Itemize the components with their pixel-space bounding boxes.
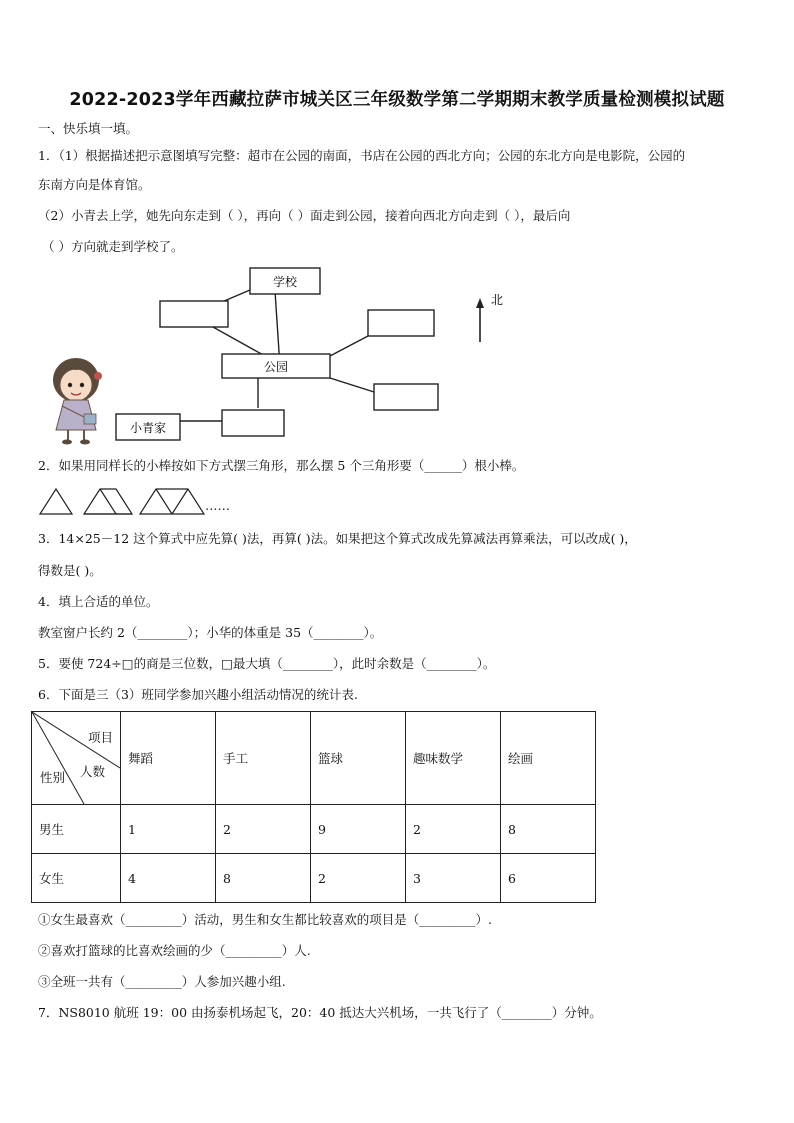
- question-6-sub-1: ①女生最喜欢（_________）活动，男生和女生都比较喜欢的项目是（_________）.: [38, 912, 492, 927]
- question-1-line-4: （ ）方向就走到学校了。: [42, 239, 184, 254]
- question-2: 2．如果用同样长的小棒按如下方式摆三角形，那么摆 5 个三角形要（______）根小棒。: [38, 458, 525, 473]
- north-label: 北: [491, 293, 504, 307]
- question-3-line-2: 得数是( )。: [38, 563, 102, 578]
- girl-illustration-icon: [53, 358, 102, 445]
- map-diagram: [40, 258, 520, 452]
- header-fun-math: 趣味数学: [406, 712, 501, 805]
- table-cell: 2: [216, 805, 311, 854]
- line-park-stadium: [330, 378, 374, 392]
- row-label-girls: 女生: [32, 854, 121, 903]
- stats-table: [31, 711, 596, 903]
- question-3-line-1: 3．14×25－12 这个算式中应先算( )法，再算( )法。如果把这个算式改成先算减法再算乘法，可以改成( )，: [38, 531, 637, 546]
- table-cell: 6: [501, 854, 596, 903]
- table-row: [32, 805, 596, 854]
- corner-item-label: 项目: [88, 730, 114, 745]
- table-cell: 4: [121, 854, 216, 903]
- question-5: 5．要使 724÷□的商是三位数，□最大填（________），此时余数是（________）。: [38, 656, 496, 671]
- triangle-3-icon: [140, 489, 204, 514]
- header-basketball: 篮球: [311, 712, 406, 805]
- triangle-ellipsis: ……: [205, 498, 230, 513]
- table-cell: 3: [406, 854, 501, 903]
- table-row: [32, 854, 596, 903]
- stadium-box: [374, 384, 438, 410]
- header-handcraft: 手工: [216, 712, 311, 805]
- table-cell: 2: [311, 854, 406, 903]
- question-6-sub-2: ②喜欢打篮球的比喜欢绘画的少（_________）人.: [38, 943, 311, 958]
- header-dance: 舞蹈: [121, 712, 216, 805]
- corner-count-label: 人数: [80, 764, 106, 779]
- table-cell: 8: [501, 805, 596, 854]
- question-6-intro: 6．下面是三（3）班同学参加兴趣小组活动情况的统计表.: [38, 687, 358, 702]
- park-label: 公园: [263, 360, 289, 374]
- corner-gender-label: 性别: [40, 770, 66, 785]
- table-cell: 9: [311, 805, 406, 854]
- table-cell: 1: [121, 805, 216, 854]
- section-heading: 一、快乐填一填。: [38, 121, 139, 136]
- table-corner-cell: [32, 712, 121, 805]
- question-1-line-3: （2）小青去上学，她先向东走到（ ），再向（ ）面走到公园，接着向西北方向走到（ ），最后向: [38, 208, 571, 223]
- table-header-row: [32, 712, 596, 805]
- bookstore-box: [160, 301, 228, 327]
- home-label: 小青家: [129, 421, 167, 435]
- cinema-box: [368, 310, 434, 336]
- supermarket-box: [222, 410, 284, 436]
- question-6-sub-3: ③全班一共有（_________）人参加兴趣小组.: [38, 974, 286, 989]
- question-7: 7．NS8010 航班 19：00 由扬泰机场起飞，20：40 抵达大兴机场，一共飞行了（________）分钟。: [38, 1005, 602, 1020]
- row-label-boys: 男生: [32, 805, 121, 854]
- question-4-line-2: 教室窗户长约 2（________）；小华的体重是 35（________）。: [38, 625, 383, 640]
- table-cell: 8: [216, 854, 311, 903]
- question-1-line-2: 东南方向是体育馆。: [38, 177, 151, 192]
- question-1-line-1: 1．（1）根据描述把示意图填写完整：超市在公园的南面，书店在公园的西北方向；公园的东北方向是电影院，公园的: [38, 148, 686, 163]
- table-cell: 2: [406, 805, 501, 854]
- header-drawing: 绘画: [501, 712, 596, 805]
- question-4-line-1: 4．填上合适的单位。: [38, 594, 159, 609]
- triangle-1-icon: [40, 489, 72, 514]
- north-arrow-icon: [476, 298, 484, 342]
- line-park-cinema: [330, 336, 368, 356]
- school-label: 学校: [272, 275, 298, 289]
- page-title: 2022-2023学年西藏拉萨市城关区三年级数学第二学期期末教学质量检测模拟试题: [69, 90, 725, 110]
